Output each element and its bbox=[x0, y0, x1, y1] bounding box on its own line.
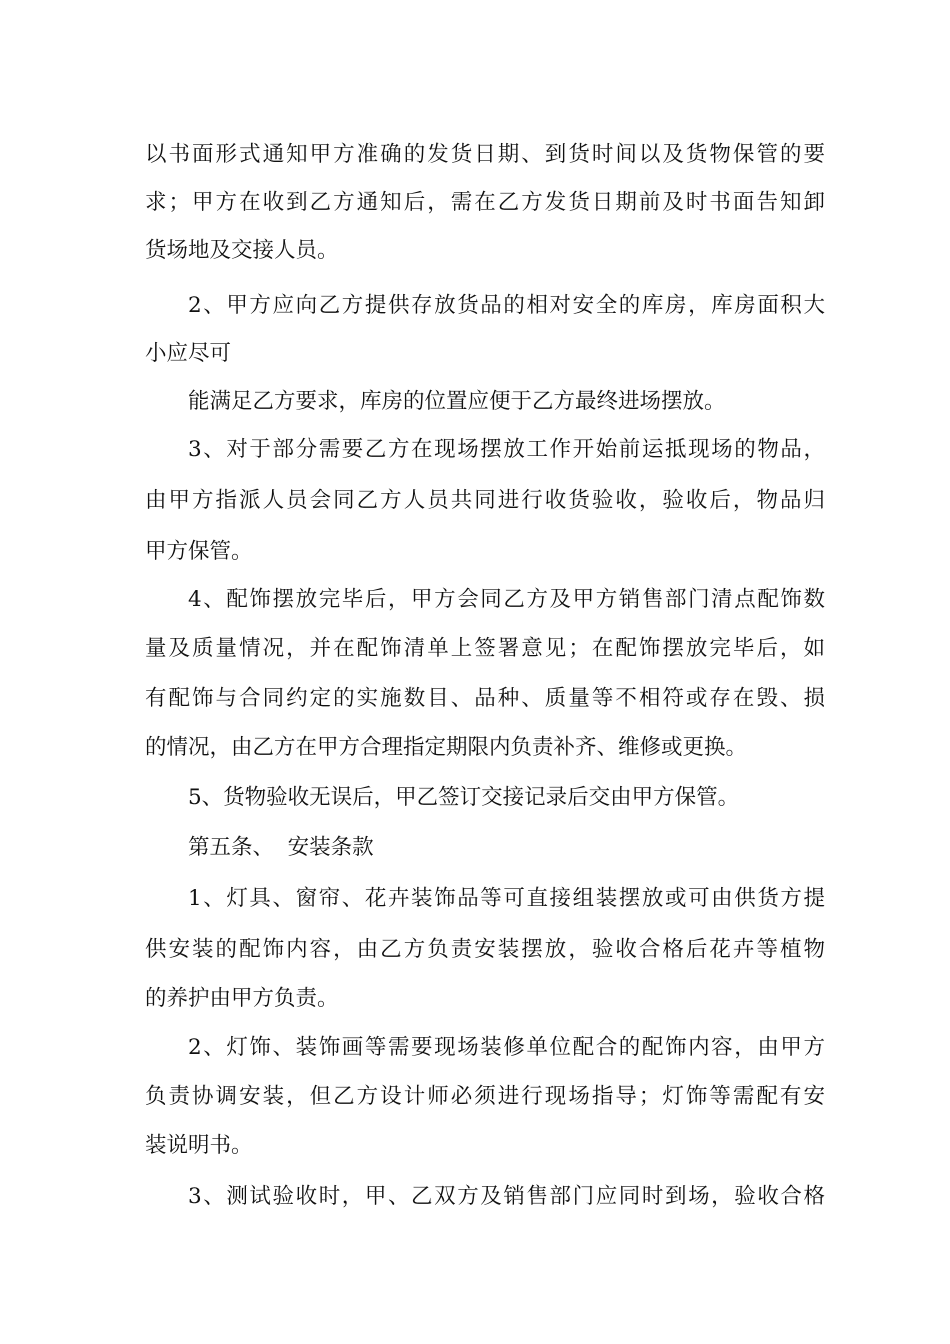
text-line: 装说明书。 bbox=[145, 1133, 253, 1158]
text-line: 4、配饰摆放完毕后，甲方会同乙方及甲方销售部门清点配饰数 bbox=[188, 587, 825, 612]
text-line: 3、测试验收时，甲、乙双方及销售部门应同时到场，验收合格 bbox=[188, 1184, 825, 1209]
text-line: 2、灯饰、装饰画等需要现场装修单位配合的配饰内容，由甲方 bbox=[188, 1035, 825, 1060]
text-line: 5、货物验收无误后，甲乙签订交接记录后交由甲方保管。 bbox=[188, 785, 740, 810]
text-line: 能满足乙方要求，库房的位置应便于乙方最终进场摆放。 bbox=[188, 389, 726, 414]
text-line: 量及质量情况，并在配饰清单上签署意见；在配饰摆放完毕后，如 bbox=[145, 636, 825, 661]
text-line: 负责协调安装，但乙方设计师必须进行现场指导；灯饰等需配有安 bbox=[145, 1084, 825, 1109]
text-line: 求；甲方在收到乙方通知后，需在乙方发货日期前及时书面告知卸 bbox=[145, 190, 825, 215]
text-line: 的养护由甲方负责。 bbox=[145, 986, 339, 1011]
text-line: 的情况，由乙方在甲方合理指定期限内负责补齐、维修或更换。 bbox=[145, 735, 748, 760]
text-line: 有配饰与合同约定的实施数目、品种、质量等不相符或存在毁、损 bbox=[145, 686, 825, 711]
text-line: 由甲方指派人员会同乙方人员共同进行收货验收，验收后，物品归 bbox=[145, 488, 825, 513]
text-line: 3、对于部分需要乙方在现场摆放工作开始前运抵现场的物品， bbox=[188, 437, 825, 462]
text-line: 甲方保管。 bbox=[145, 539, 253, 564]
section-heading: 第五条、 安装条款 bbox=[188, 835, 374, 860]
text-line: 供安装的配饰内容，由乙方负责安装摆放，验收合格后花卉等植物 bbox=[145, 937, 825, 962]
text-line: 2、甲方应向乙方提供存放货品的相对安全的库房，库房面积大 bbox=[188, 293, 825, 318]
text-line: 货场地及交接人员。 bbox=[145, 238, 339, 263]
text-line: 1、灯具、窗帘、花卉装饰品等可直接组装摆放或可由供货方提 bbox=[188, 886, 825, 911]
text-line: 小应尽可 bbox=[145, 341, 232, 366]
text-line: 以书面形式通知甲方准确的发货日期、到货时间以及货物保管的要 bbox=[145, 142, 825, 167]
